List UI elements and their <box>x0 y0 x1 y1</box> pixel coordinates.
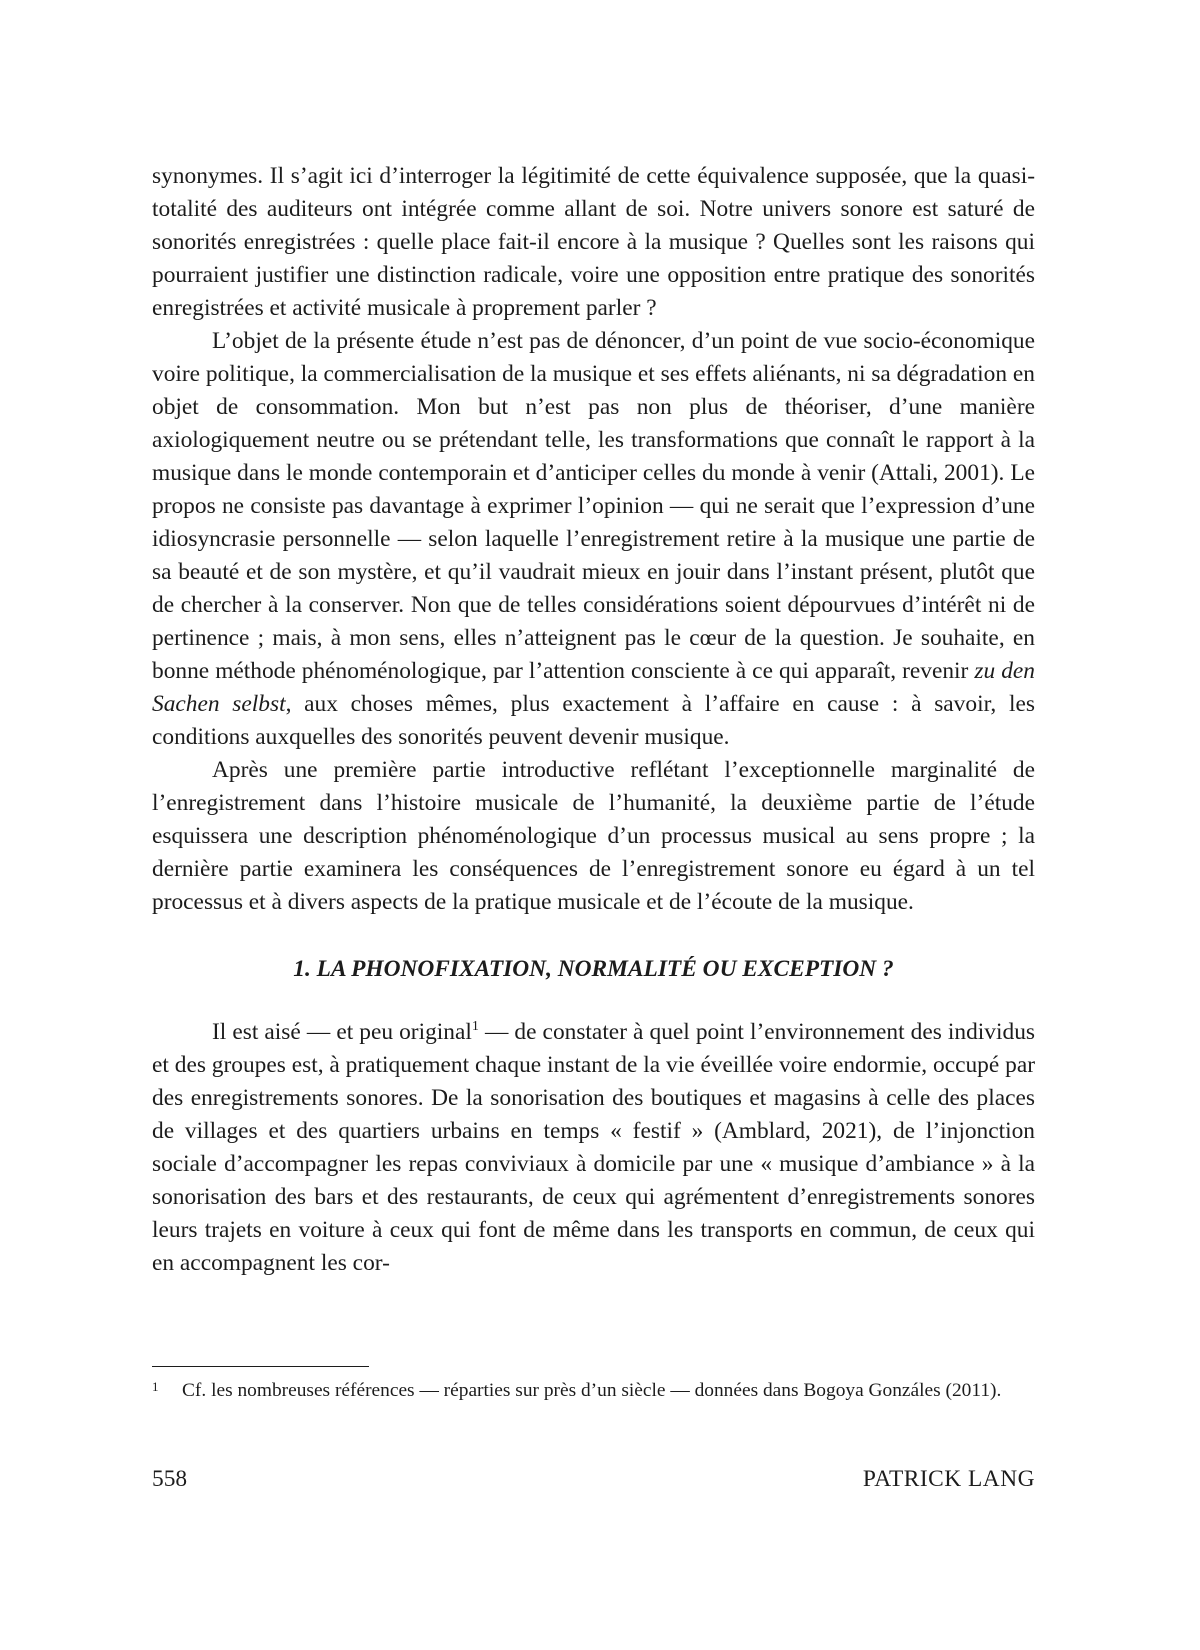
section-heading: 1. LA PHONOFIXATION, NORMALITÉ OU EXCEPTION ? <box>152 953 1035 986</box>
paragraph-2 <box>152 325 1035 754</box>
paragraph-1: synonymes. Il s’agit ici d’interroger la légitimité de cette équivalence supposée, que la quasi-totalité des auditeurs ont intégrée comme allant de soi. Notre univers sonore est saturé de sonorités enregistrées : quelle place fait-il encore à la musique ? Quelles sont les raisons qui pourraient justifier une distinction radicale, voire une opposition entre pratique des sonorités enregistrées et activité musicale à proprement parler ? <box>152 160 1035 325</box>
page-footer <box>152 1462 1035 1496</box>
main-text <box>152 160 1035 1280</box>
footnote-divider <box>152 1366 369 1367</box>
footnote-text: Cf. les nombreuses références — réparties sur près d’un siècle — données dans Bogoya Gonzáles (2011). <box>182 1380 1001 1401</box>
footnote-reference[interactable]: 1 <box>472 1019 479 1034</box>
paragraph-4-text-start: Il est aisé — et peu original <box>212 1019 472 1045</box>
paragraph-2-italic: zu den Sachen selbst <box>152 658 1035 717</box>
paragraph-4 <box>152 1016 1035 1280</box>
running-head-author: PATRICK LANG <box>863 1462 1035 1496</box>
paragraph-3: Après une première partie introductive reflétant l’exceptionnelle marginalité de l’enregistrement dans l’histoire musicale de l’humanité, la deuxième partie de l’étude esquissera une description phénoménologique d’un processus musical au sens propre ; la dernière partie examinera les conséquences de l’enregistrement sonore eu égard à un tel processus et à divers aspects de la pratique musicale et de l’écoute de la musique. <box>152 754 1035 919</box>
paragraph-2-text-end: , aux choses mêmes, plus exactement à l’affaire en cause : à savoir, les conditions auxquelles des sonorités peuvent devenir musique. <box>152 691 1035 750</box>
paragraph-4-text-end: — de constater à quel point l’environnement des individus et des groupes est, à pratiquement chaque instant de la vie éveillée voire endormie, occupé par des enregistrements sonores. De la sonorisation des boutiques et magasins à celle des places de villages et des quartiers urbains en temps « festif » (Amblard, 2021), de l’injonction sociale d’accompagner les repas conviviaux à domicile par une « musique d’ambiance » à la sonorisation des bars et des restaurants, de ceux qui agrémentent d’enregistrements sonores leurs trajets en voiture à ceux qui font de même dans les transports en commun, de ceux qui en accompagnent les cor- <box>152 1019 1035 1276</box>
page-number: 558 <box>152 1462 187 1496</box>
footnote-number: 1 <box>152 1378 182 1396</box>
footnote <box>152 1378 1035 1404</box>
paragraph-2-text-start: L’objet de la présente étude n’est pas de dénoncer, d’un point de vue socio-économique voire politique, la commercialisation de la musique et ses effets aliénants, ni sa dégradation en objet de consommation. Mon but n’est pas non plus de théoriser, d’une manière axiologiquement neutre ou se prétendant telle, les transformations que connaît le rapport à la musique dans le monde contemporain et d’anticiper celles du monde à venir (Attali, 2001). Le propos ne consiste pas davantage à exprimer l’opinion — qui ne serait que l’expression d’une idiosyncrasie personnelle — selon laquelle l’enregistrement retire à la musique une partie de sa beauté et de son mystère, et qu’il vaudrait mieux en jouir dans l’instant présent, plutôt que de chercher à la conserver. Non que de telles considérations soient dépourvues d’intérêt ni de pertinence ; mais, à mon sens, elles n’atteignent pas le cœur de la question. Je souhaite, en bonne méthode phénoménologique, par l’attention consciente à ce qui apparaît, revenir <box>152 328 1035 684</box>
